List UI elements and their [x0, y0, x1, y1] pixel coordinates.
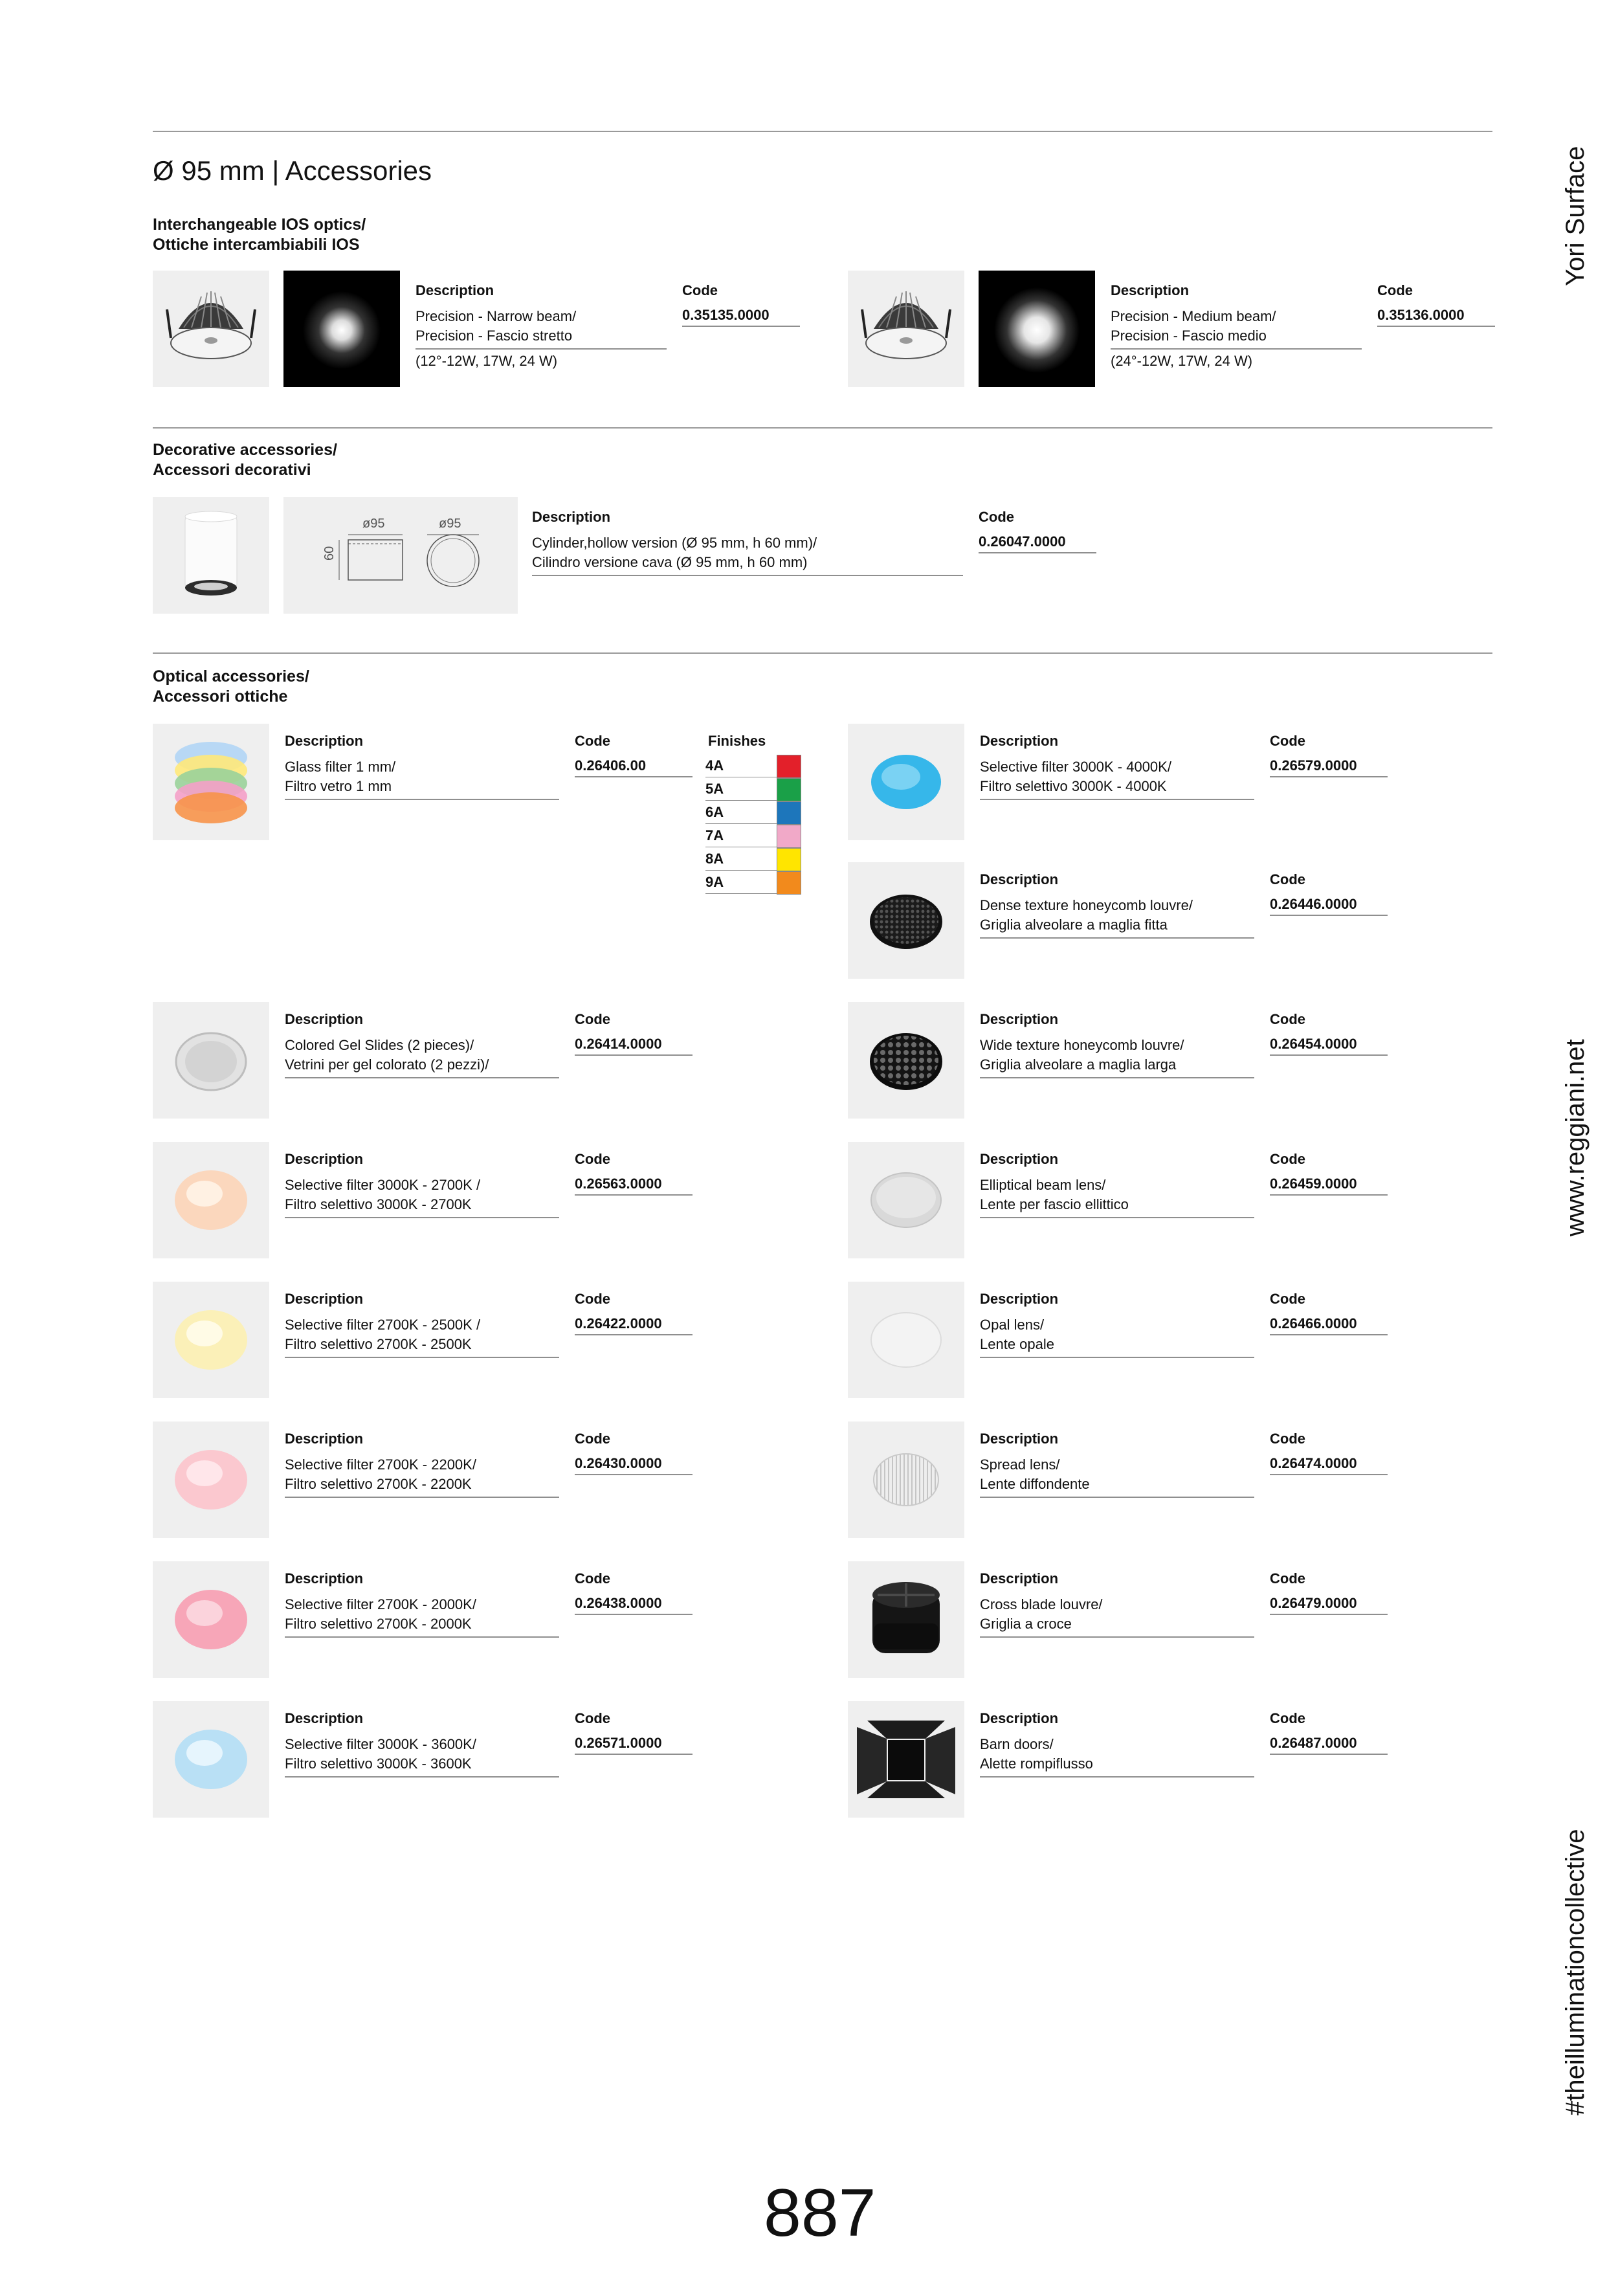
optical-left-5-description-label: Description: [285, 1431, 364, 1447]
selective-filter-2700-2200-image: [153, 1421, 269, 1538]
finish-row: [705, 871, 801, 895]
gel-slide-icon: [153, 1002, 269, 1119]
optical-right-4-code-label: Code: [1270, 1151, 1305, 1167]
cylinder-code-underline: [979, 552, 1096, 553]
wide-honeycomb-louvre-image: [848, 1002, 964, 1119]
selective-filter-3000-2700-image: [153, 1142, 269, 1258]
finish-row: [705, 778, 801, 801]
optical-right-4-code: 0.26459.0000: [1270, 1176, 1357, 1192]
optical-right-7-code-underline: [1270, 1614, 1388, 1615]
ios-2-line3: (24°-12W, 17W, 24 W): [1111, 353, 1253, 369]
optical-right-3-line2: Griglia alveolare a maglia larga: [980, 1056, 1177, 1073]
light-spot-icon: [979, 271, 1095, 387]
optical-left-4-description-label: Description: [285, 1291, 364, 1307]
optical-right-8-code-label: Code: [1270, 1710, 1305, 1726]
finish-swatch-green: [777, 778, 801, 801]
finish-swatch-pink: [777, 825, 801, 848]
spread-lens-image: [848, 1421, 964, 1538]
finishes-label: Finishes: [708, 733, 766, 749]
filter-disc-icon: [153, 1421, 269, 1538]
finish-row: [705, 848, 801, 871]
optical-right-6-line2: Lente diffondente: [980, 1476, 1090, 1492]
gel-slides-image: [153, 1002, 269, 1119]
section-rule: [153, 652, 1492, 654]
selective-filter-3000-3600-image: [153, 1701, 269, 1818]
optical-left-6-line1: Selective filter 2700K - 2000K/: [285, 1596, 476, 1612]
optical-title-it: Accessori ottiche: [153, 687, 288, 706]
ios-1-line2: Precision - Fascio stretto: [416, 328, 573, 344]
optical-left-2-code-underline: [575, 1054, 693, 1056]
optical-left-4-code-underline: [575, 1334, 693, 1335]
ios-optics-heading: [153, 215, 366, 255]
optical-left-5-code: 0.26430.0000: [575, 1455, 662, 1471]
optical-left-3-code-label: Code: [575, 1151, 610, 1167]
optical-right-8-code: 0.26487.0000: [1270, 1735, 1357, 1751]
optical-left-6-code-underline: [575, 1614, 693, 1615]
cylinder-desc-underline: [532, 575, 963, 576]
selective-filter-2700-2000-image: [153, 1561, 269, 1678]
optical-left-6-description-label: Description: [285, 1570, 364, 1587]
top-rule: [153, 131, 1492, 132]
optical-left-7-code: 0.26571.0000: [575, 1735, 662, 1751]
optical-left-7-line2: Filtro selettivo 3000K - 3600K: [285, 1755, 472, 1772]
finish-code: 5A: [705, 781, 724, 797]
optical-right-5-code-underline: [1270, 1334, 1388, 1335]
side-label-product: Yori Surface: [1561, 146, 1590, 286]
optical-right-2-code: 0.26446.0000: [1270, 896, 1357, 912]
decorative-title-it: Accessori decorativi: [153, 461, 311, 479]
optical-left-2-code: 0.26414.0000: [575, 1036, 662, 1052]
optical-right-2-line1: Dense texture honeycomb louvre/: [980, 897, 1193, 913]
optical-left-6-code-label: Code: [575, 1570, 610, 1587]
optical-right-1-desc-underline: [980, 799, 1254, 800]
drawing-lines: [283, 497, 518, 614]
optical-left-3-description-label: Description: [285, 1151, 364, 1167]
dim-label-height: 60: [322, 546, 337, 561]
cross-blade-louvre-image: [848, 1561, 964, 1678]
optical-left-5-line1: Selective filter 2700K - 2200K/: [285, 1456, 476, 1473]
optical-left-5-code-label: Code: [575, 1431, 610, 1447]
lens-disc-icon: [848, 1282, 964, 1398]
optical-right-1-line2: Filtro selettivo 3000K - 4000K: [980, 778, 1167, 794]
cylinder-line1: Cylinder,hollow version (Ø 95 mm, h 60 mm)/: [532, 535, 817, 551]
optical-right-8-line1: Barn doors/: [980, 1736, 1054, 1752]
barn-doors-icon: [848, 1701, 964, 1818]
section-rule: [153, 427, 1492, 429]
optical-left-4-line2: Filtro selettivo 2700K - 2500K: [285, 1336, 472, 1352]
optical-left-1-code: 0.26406.00: [575, 757, 647, 774]
optical-right-4-description-label: Description: [980, 1151, 1059, 1167]
stacked-filters-icon: [153, 724, 269, 840]
finish-code: 4A: [705, 757, 724, 774]
optical-right-7-description-label: Description: [980, 1570, 1059, 1587]
ios-2-code-underline: [1377, 326, 1495, 327]
dense-honeycomb-louvre-image: [848, 862, 964, 979]
optical-right-8-line2: Alette rompiflusso: [980, 1755, 1093, 1772]
optical-right-7-line2: Griglia a croce: [980, 1616, 1072, 1632]
optical-left-1-line1: Glass filter 1 mm/: [285, 759, 396, 775]
ios-1-line3: (12°-12W, 17W, 24 W): [416, 353, 558, 369]
finish-code: 7A: [705, 827, 724, 843]
finish-row: [705, 755, 801, 778]
finish-row: [705, 825, 801, 848]
cylinder-technical-drawing: [283, 497, 518, 614]
spread-lens-icon: [848, 1421, 964, 1538]
optical-left-7-description-label: Description: [285, 1710, 364, 1726]
optical-left-7-line1: Selective filter 3000K - 3600K/: [285, 1736, 476, 1752]
honeycomb-louvre-icon: [848, 862, 964, 979]
optical-left-4-code: 0.26422.0000: [575, 1315, 662, 1332]
finish-swatch-blue: [777, 801, 801, 825]
optical-right-8-description-label: Description: [980, 1710, 1059, 1726]
optical-left-1-line2: Filtro vetro 1 mm: [285, 778, 392, 794]
elliptical-beam-lens-image: [848, 1142, 964, 1258]
optical-left-2-code-label: Code: [575, 1011, 610, 1027]
optical-right-7-code: 0.26479.0000: [1270, 1595, 1357, 1611]
honeycomb-louvre-icon: [848, 1002, 964, 1119]
finish-code: 6A: [705, 804, 724, 820]
optical-right-7-line1: Cross blade louvre/: [980, 1596, 1103, 1612]
optical-right-6-description-label: Description: [980, 1431, 1059, 1447]
filter-disc-icon: [153, 1561, 269, 1678]
optical-heading: [153, 667, 309, 707]
optical-left-5-line2: Filtro selettivo 2700K - 2200K: [285, 1476, 472, 1492]
optical-right-6-desc-underline: [980, 1497, 1254, 1498]
optical-right-1-code-underline: [1270, 776, 1388, 777]
optical-right-3-code: 0.26454.0000: [1270, 1036, 1357, 1052]
reflector-icon: [153, 271, 269, 387]
opal-lens-image: [848, 1282, 964, 1398]
optical-right-5-line2: Lente opale: [980, 1336, 1054, 1352]
optical-left-1-code-underline: [575, 776, 693, 777]
optical-left-6-code: 0.26438.0000: [575, 1595, 662, 1611]
optical-right-7-code-label: Code: [1270, 1570, 1305, 1587]
finish-code: 9A: [705, 874, 724, 890]
optical-right-1-code: 0.26579.0000: [1270, 757, 1357, 774]
cylinder-code: 0.26047.0000: [979, 533, 1066, 550]
optical-left-3-code: 0.26563.0000: [575, 1176, 662, 1192]
ios-2-line1: Precision - Medium beam/: [1111, 308, 1276, 324]
optical-left-6-desc-underline: [285, 1636, 559, 1638]
optical-left-2-line2: Vetrini per gel colorato (2 pezzi)/: [285, 1056, 489, 1073]
cylinder-line2: Cilindro versione cava (Ø 95 mm, h 60 mm): [532, 554, 808, 570]
ios-1-code-underline: [682, 326, 800, 327]
optical-left-3-code-underline: [575, 1194, 693, 1196]
optical-right-3-code-label: Code: [1270, 1011, 1305, 1027]
optical-right-2-desc-underline: [980, 937, 1254, 939]
optical-right-3-line1: Wide texture honeycomb louvre/: [980, 1037, 1184, 1053]
optical-right-2-description-label: Description: [980, 871, 1059, 887]
barn-doors-image: [848, 1701, 964, 1818]
ios-1-code-label: Code: [682, 282, 718, 298]
optical-left-2-desc-underline: [285, 1077, 559, 1078]
optical-left-1-description-label: Description: [285, 733, 364, 749]
light-spot-icon: [283, 271, 400, 387]
optical-left-1-code-label: Code: [575, 733, 610, 749]
cylinder-description-label: Description: [532, 509, 611, 525]
ios-2-description-label: Description: [1111, 282, 1190, 298]
finish-code: 8A: [705, 851, 724, 867]
optical-left-1-desc-underline: [285, 799, 559, 800]
optical-left-3-line1: Selective filter 3000K - 2700K /: [285, 1177, 481, 1193]
selective-filter-3000-4000-image: [848, 724, 964, 840]
ios-optic-product-image-2: [848, 271, 964, 387]
decorative-title-en: Decorative accessories/: [153, 441, 337, 459]
optical-left-6-line2: Filtro selettivo 2700K - 2000K: [285, 1616, 472, 1632]
optical-right-6-code: 0.26474.0000: [1270, 1455, 1357, 1471]
optical-right-8-code-underline: [1270, 1754, 1388, 1755]
optical-right-6-line1: Spread lens/: [980, 1456, 1060, 1473]
optical-right-3-code-underline: [1270, 1054, 1388, 1056]
optical-right-6-code-label: Code: [1270, 1431, 1305, 1447]
finish-swatch-red: [777, 755, 801, 778]
finish-swatch-orange: [777, 871, 801, 895]
optical-left-5-code-underline: [575, 1474, 693, 1475]
cylinder-code-label: Code: [979, 509, 1014, 525]
optical-right-2-code-label: Code: [1270, 871, 1305, 887]
optical-right-2-code-underline: [1270, 915, 1388, 916]
cylinder-icon: [153, 497, 269, 614]
ios-1-description-label: Description: [416, 282, 494, 298]
filter-disc-icon: [153, 1142, 269, 1258]
reflector-icon: [848, 271, 964, 387]
optical-right-5-code: 0.26466.0000: [1270, 1315, 1357, 1332]
lens-disc-icon: [848, 1142, 964, 1258]
dim-label-b: ø95: [439, 517, 461, 531]
optical-right-5-desc-underline: [980, 1357, 1254, 1358]
optical-left-7-desc-underline: [285, 1776, 559, 1778]
cross-blade-louvre-icon: [848, 1561, 964, 1678]
decorative-heading: [153, 440, 337, 480]
optical-right-4-line1: Elliptical beam lens/: [980, 1177, 1106, 1193]
glass-filter-image: [153, 724, 269, 840]
optical-left-2-line1: Colored Gel Slides (2 pieces)/: [285, 1037, 474, 1053]
optical-right-3-description-label: Description: [980, 1011, 1059, 1027]
ios-2-desc-underline: [1111, 348, 1362, 350]
optical-right-4-code-underline: [1270, 1194, 1388, 1196]
optical-left-3-desc-underline: [285, 1217, 559, 1218]
ios-2-line2: Precision - Fascio medio: [1111, 328, 1267, 344]
filter-disc-icon: [153, 1282, 269, 1398]
ios-optics-title-en: Interchangeable IOS optics/: [153, 216, 366, 234]
finish-swatch-yellow: [777, 848, 801, 871]
finish-row: [705, 801, 801, 825]
optical-right-8-desc-underline: [980, 1776, 1254, 1778]
selective-filter-2700-2500-image: [153, 1282, 269, 1398]
optical-left-4-code-label: Code: [575, 1291, 610, 1307]
ios-1-code: 0.35135.0000: [682, 307, 770, 323]
narrow-beam-photo: [283, 271, 400, 387]
optical-title-en: Optical accessories/: [153, 667, 309, 685]
optical-right-5-description-label: Description: [980, 1291, 1059, 1307]
ios-optics-title-it: Ottiche intercambiabili IOS: [153, 236, 360, 254]
medium-beam-photo: [979, 271, 1095, 387]
optical-right-5-code-label: Code: [1270, 1291, 1305, 1307]
optical-right-7-desc-underline: [980, 1636, 1254, 1638]
side-label-hashtag: #theilluminationcollective: [1561, 1829, 1590, 2115]
ios-2-code: 0.35136.0000: [1377, 307, 1465, 323]
optical-left-7-code-label: Code: [575, 1710, 610, 1726]
optical-right-6-code-underline: [1270, 1474, 1388, 1475]
side-label-website: www.reggiani.net: [1561, 1039, 1590, 1236]
optical-right-1-line1: Selective filter 3000K - 4000K/: [980, 759, 1171, 775]
optical-right-5-line1: Opal lens/: [980, 1317, 1045, 1333]
optical-left-2-description-label: Description: [285, 1011, 364, 1027]
optical-right-4-line2: Lente per fascio ellittico: [980, 1196, 1129, 1212]
ios-2-code-label: Code: [1377, 282, 1413, 298]
page-number: 887: [764, 2176, 876, 2251]
optical-right-1-description-label: Description: [980, 733, 1059, 749]
optical-left-3-line2: Filtro selettivo 3000K - 2700K: [285, 1196, 472, 1212]
optical-left-4-desc-underline: [285, 1357, 559, 1358]
optical-right-3-desc-underline: [980, 1077, 1254, 1078]
optical-left-4-line1: Selective filter 2700K - 2500K /: [285, 1317, 481, 1333]
optical-right-1-code-label: Code: [1270, 733, 1305, 749]
optical-left-7-code-underline: [575, 1754, 693, 1755]
filter-disc-icon: [848, 724, 964, 840]
page-title: Ø 95 mm | Accessories: [153, 155, 432, 186]
ios-1-line1: Precision - Narrow beam/: [416, 308, 577, 324]
optical-right-2-line2: Griglia alveolare a maglia fitta: [980, 917, 1168, 933]
cylinder-product-image: [153, 497, 269, 614]
dim-label-a: ø95: [362, 517, 385, 531]
optical-left-5-desc-underline: [285, 1497, 559, 1498]
ios-1-desc-underline: [416, 348, 667, 350]
ios-optic-product-image: [153, 271, 269, 387]
optical-right-4-desc-underline: [980, 1217, 1254, 1218]
filter-disc-icon: [153, 1701, 269, 1818]
